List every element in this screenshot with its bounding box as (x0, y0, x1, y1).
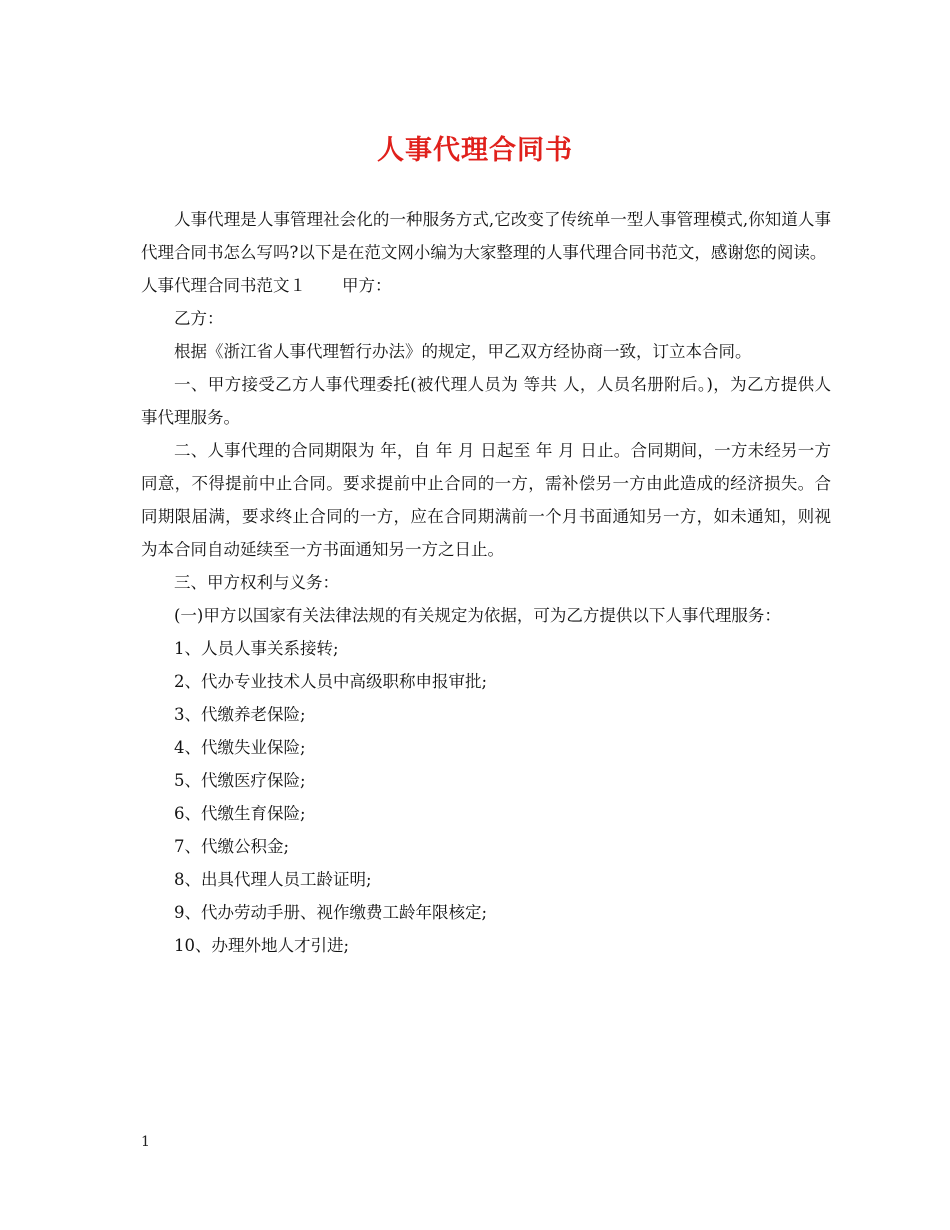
service-item: 2、代办专业技术人员中高级职称申报审批; (174, 672, 488, 691)
service-item: 4、代缴失业保险; (174, 738, 306, 757)
intro-paragraph: 人事代理是人事管理社会化的一种服务方式,它改变了传统单一型人事管理模式,你知道人事代理合同书怎么写吗?以下是在范文网小编为大家整理的人事代理合同书范文，感谢您的阅读。 (141, 210, 831, 262)
document-title: 人事代理合同书 (377, 135, 573, 166)
document-body (141, 203, 831, 962)
clause-2: 二、人事代理的合同期限为 年，自 年 月 日起至 年 月 日止。合同期间，一方未经另一方同意，不得提前中止合同。要求提前中止合同的一方，需补偿另一方由此造成的经济损失。合同期限届满，要求终止合同的一方，应在合同期满前一个月书面通知另一方，如未通知，则视为本合同自动延续至一方书面通知另一方之日止。 (141, 441, 831, 559)
service-item: 9、代办劳动手册、视作缴费工龄年限核定; (174, 903, 488, 922)
basis-paragraph: 根据《浙江省人事代理暂行办法》的规定，甲乙双方经协商一致，订立本合同。 (174, 342, 752, 361)
service-item: 3、代缴养老保险; (174, 705, 306, 724)
service-item: 1、人员人事关系接转; (174, 639, 339, 658)
sample-heading-line (141, 269, 831, 302)
service-item: 6、代缴生育保险; (174, 804, 306, 823)
clause-3-heading: 三、甲方权利与义务： (174, 573, 339, 592)
service-item: 7、代缴公积金; (174, 837, 290, 856)
service-item: 5、代缴医疗保险; (174, 771, 306, 790)
clause-1: 一、甲方接受乙方人事代理委托(被代理人员为 等共 人，人员名册附后。)，为乙方提供人事代理服务。 (141, 375, 831, 427)
sample-heading: 人事代理合同书范文１ (141, 276, 306, 295)
page-number: 1 (141, 1134, 150, 1150)
party-a-label: 甲方： (342, 276, 392, 295)
service-item: 8、出具代理人员工龄证明; (174, 870, 372, 889)
clause-3-1: (一)甲方以国家有关法律法规的有关规定为依据，可为乙方提供以下人事代理服务： (174, 606, 781, 625)
party-b-label: 乙方： (174, 309, 224, 328)
service-item: 10、办理外地人才引进; (174, 936, 350, 955)
